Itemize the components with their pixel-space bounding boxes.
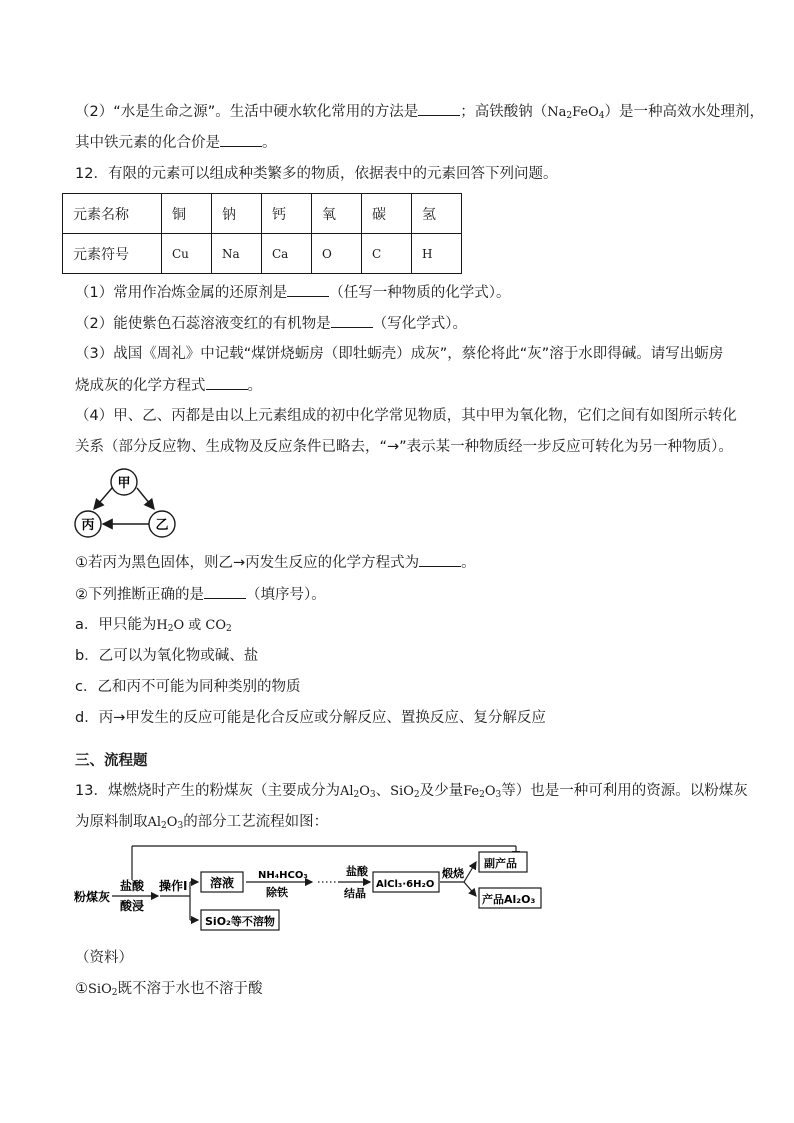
flow-nh4-top: NH₄HCO₃ xyxy=(258,870,308,881)
answer-blank[interactable] xyxy=(287,282,329,297)
table-cell: 碳 xyxy=(362,194,412,234)
q12-sub2: ②下列推断正确的是 （填序号）。 xyxy=(75,584,326,605)
answer-blank[interactable] xyxy=(206,375,248,390)
table-cell: O xyxy=(312,234,362,274)
table-cell: 铜 xyxy=(162,194,212,234)
conversion-diagram xyxy=(70,468,190,548)
table-cell: Ca xyxy=(262,234,312,274)
table-cell: 钙 xyxy=(262,194,312,234)
table-cell: 钠 xyxy=(212,194,262,234)
q12-part3-line1: （3）战国《周礼》中记载“煤饼烧蛎房（即牡蛎壳）成灰”，蔡伦将此“灰”溶于水即得碱。请写出蛎房 xyxy=(75,346,724,362)
table-cell: 氢 xyxy=(412,194,462,234)
flow-acid-top: 盐酸 xyxy=(120,879,145,893)
q12-intro: 12．有限的元素可以组成种类繁多的物质，依据表中的元素回答下列问题。 xyxy=(75,166,558,182)
table-header-symbol: 元素符号 xyxy=(63,234,162,274)
q13-line1: 13．煤燃烧时产生的粉煤灰（主要成分为$Al_2O_3$、SiO$_2$及少量$Fe_2O_3$等）也是一种可利用的资源。以粉煤灰 xyxy=(75,783,748,800)
resource-note-1: ①SiO$_2$既不溶于水也不溶于酸 xyxy=(75,981,263,998)
q12-part3-line2: 烧成灰的化学方程式 。 xyxy=(75,375,262,396)
answer-blank[interactable] xyxy=(204,584,246,599)
q11-part2-line2: 其中铁元素的化合价是 。 xyxy=(75,132,277,153)
table-cell: Cu xyxy=(162,234,212,274)
table-cell: C xyxy=(362,234,412,274)
flow-calc: 煅烧 xyxy=(442,867,464,880)
table-header-name: 元素名称 xyxy=(63,194,162,234)
option-d: d．丙→甲发生的反应可能是化合反应或分解反应、置换反应、复分解反应 xyxy=(75,710,546,726)
flow-solution: 溶液 xyxy=(210,876,235,890)
flow-insoluble: SiO₂等不溶物 xyxy=(205,915,275,928)
q13-line2: 为原料制取$Al_2O_3$的部分工艺流程如图： xyxy=(75,814,329,831)
q12-part1: （1）常用作冶炼金属的还原剂是 （任写一种物质的化学式）。 xyxy=(75,282,510,303)
flow-acid-bottom: 酸浸 xyxy=(120,899,145,913)
flow-op1: 操作Ⅰ xyxy=(159,879,188,893)
answer-blank[interactable] xyxy=(331,313,373,328)
table-cell: H xyxy=(412,234,462,274)
q12-part2: （2）能使紫色石蕊溶液变红的有机物是 （写化学式）。 xyxy=(75,313,467,334)
option-a: a．甲只能为$H_2O$ 或 $CO_2$ xyxy=(75,617,232,634)
q12-part4-line1: （4）甲、乙、丙都是由以上元素组成的初中化学常见物质，其中甲为氧化物，它们之间有如图所示转化 xyxy=(75,408,737,424)
table-cell: 氧 xyxy=(312,194,362,234)
formula-na2feo4: $Na_2FeO_4$ xyxy=(547,105,605,121)
resource-label: （资料） xyxy=(75,950,133,966)
element-table xyxy=(62,193,462,274)
answer-blank[interactable] xyxy=(418,101,460,116)
arrow-jia-to-bing xyxy=(94,488,112,509)
table-row xyxy=(63,194,462,234)
table-cell: Na xyxy=(212,234,262,274)
flow-product: 产品Al₂O₃ xyxy=(482,893,536,906)
flow-hcl-top: 盐酸 xyxy=(346,865,368,878)
flow-nh4-bottom: 除铁 xyxy=(266,886,288,899)
q12-part4-line2: 关系（部分反应物、生成物及反应条件已略去，“→”表示某一种物质经一步反应可转化为另一种物质）。 xyxy=(75,439,733,455)
arrow-jia-to-yi xyxy=(137,488,154,509)
node-yi-label: 乙 xyxy=(155,518,169,533)
flow-hcl-bottom: 结晶 xyxy=(344,887,366,900)
process-flow-diagram xyxy=(70,840,550,940)
node-bing-label: 丙 xyxy=(81,518,95,533)
q12-sub1: ①若丙为黑色固体，则乙→丙发生反应的化学方程式为 。 xyxy=(75,552,476,573)
flow-alcl3: AlCl₃·6H₂O xyxy=(376,879,435,890)
node-jia-label: 甲 xyxy=(117,476,131,491)
option-c: c．乙和丙不可能为同种类别的物质 xyxy=(75,679,301,695)
flow-byproduct: 副产品 xyxy=(484,857,517,870)
flow-start: 粉煤灰 xyxy=(74,890,111,904)
q11-part2-line1: （2）“水是生命之源”。生活中硬水软化常用的方法是 ；高铁酸钠$(Na_2FeO_4)$是一种高效水处理剂， xyxy=(75,101,764,123)
option-b: b．乙可以为氧化物或碱、盐 xyxy=(75,648,259,664)
section-heading: 三、流程题 xyxy=(75,753,148,769)
answer-blank[interactable] xyxy=(419,552,461,567)
answer-blank[interactable] xyxy=(220,132,262,147)
table-row xyxy=(63,234,462,274)
